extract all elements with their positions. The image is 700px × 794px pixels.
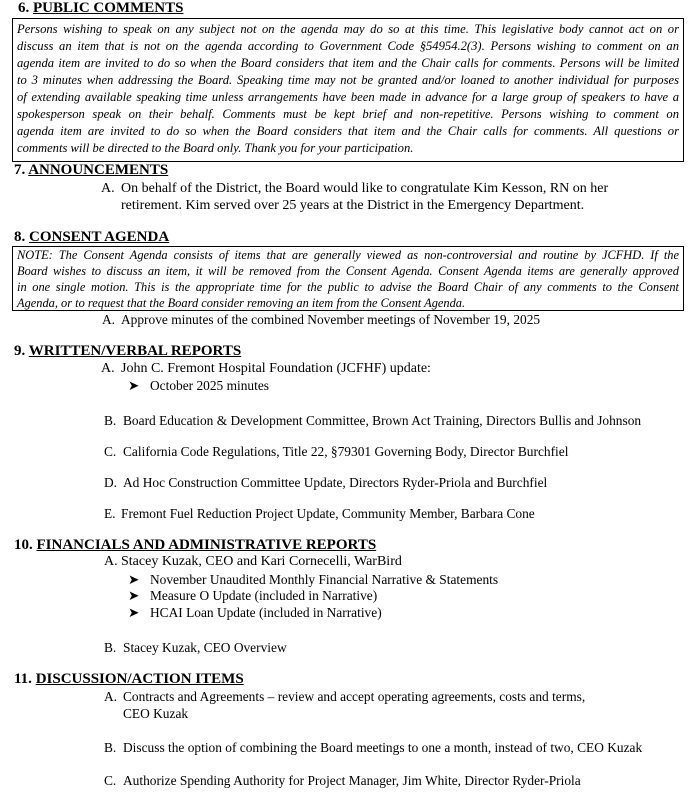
section-title: DISCUSSION/ACTION ITEMS bbox=[35, 671, 244, 687]
financial-item-a-subitem-2 bbox=[128, 588, 377, 604]
section-heading-discussion bbox=[14, 671, 244, 688]
financial-item-a-subitem-3 bbox=[128, 605, 382, 621]
note-line: Board wishes to discuss an item, it will be removed from the Consent Agenda. Consent Agenda items are generally approved bbox=[17, 264, 679, 278]
notice-line: to 3 minutes when addressing the Board. Speaking time may not be granted and/or loaned to another individual for purposes bbox=[17, 73, 679, 87]
financial-item-a: Stacey Kuzak, CEO and Kari Cornecelli, WarBird bbox=[121, 554, 402, 569]
section-title: PUBLIC COMMENTS bbox=[33, 0, 184, 16]
subitem-text: HCAI Loan Update (included in Narrative) bbox=[150, 605, 382, 620]
consent-item-a-letter: A. bbox=[102, 312, 116, 327]
section-title: CONSENT AGENDA bbox=[29, 229, 170, 245]
report-item-c: California Code Regulations, Title 22, §79301 Governing Body, Director Burchfiel bbox=[123, 444, 569, 459]
section-heading-reports bbox=[14, 343, 241, 360]
section-number: 9. bbox=[14, 343, 26, 359]
section-number: 6. bbox=[18, 0, 30, 16]
note-line: NOTE: The Consent Agenda consists of items that are generally viewed as non-controversial and routine by JCFHD. If the bbox=[17, 248, 679, 262]
section-title: WRITTEN/VERBAL REPORTS bbox=[28, 343, 242, 359]
report-item-d-letter: D. bbox=[104, 475, 118, 490]
section-number: 10. bbox=[14, 537, 33, 553]
discussion-item-c: Authorize Spending Authority for Project Manager, Jim White, Director Ryder-Priola bbox=[123, 773, 581, 788]
notice-line: discuss an item that is not on the agenda according to Government Code §54954.2(3). Persons wishing to comment on an bbox=[17, 39, 679, 53]
notice-line: agenda item are invited to do so when the Board considers that item and the Chair calls for comments. Persons will be limited bbox=[17, 56, 679, 70]
report-item-a: John C. Fremont Hospital Foundation (JCFHF) update: bbox=[121, 361, 431, 376]
section-number: 8. bbox=[14, 229, 26, 245]
financial-item-b: Stacey Kuzak, CEO Overview bbox=[123, 640, 287, 655]
report-item-b: Board Education & Development Committee, Brown Act Training, Directors Bullis and Johnson bbox=[123, 413, 642, 428]
notice-line: Persons wishing to speak on any subject not on the agenda may do so at this time. This legislative body cannot act on or bbox=[17, 22, 679, 36]
section-number: 7. bbox=[14, 162, 26, 178]
discussion-item-a-line2: CEO Kuzak bbox=[123, 706, 189, 721]
financial-item-a-subitem-1 bbox=[128, 572, 498, 588]
report-item-c-letter: C. bbox=[104, 444, 117, 459]
arrow-bullet-icon: ➤ bbox=[128, 378, 140, 393]
consent-agenda-note bbox=[12, 246, 684, 311]
announcement-item-a-line1: On behalf of the District, the Board would like to congratulate Kim Kesson, RN on her bbox=[121, 181, 609, 196]
discussion-item-c-letter: C. bbox=[104, 773, 117, 788]
report-item-a-subitem bbox=[128, 378, 269, 394]
notice-line: of extending available speaking time unless arrangements have been made in advance for a large group of speakers to have a bbox=[17, 90, 679, 104]
report-item-e-letter: E. bbox=[104, 506, 116, 521]
section-number: 11. bbox=[14, 671, 32, 687]
subitem-text: October 2025 minutes bbox=[150, 378, 270, 393]
notice-line: spokesperson speak on their behalf. Comments must be kept brief and non-repetitive. Persons wishing to comment on bbox=[17, 107, 679, 121]
section-heading-announcements bbox=[14, 162, 168, 179]
report-item-d: Ad Hoc Construction Committee Update, Directors Ryder-Priola and Burchfiel bbox=[123, 475, 548, 490]
discussion-item-a-letter: A. bbox=[104, 689, 118, 704]
arrow-bullet-icon: ➤ bbox=[128, 605, 140, 620]
report-item-b-letter: B. bbox=[104, 413, 117, 428]
arrow-bullet-icon: ➤ bbox=[128, 588, 140, 603]
financial-item-b-letter: B. bbox=[104, 640, 117, 655]
consent-item-a: Approve minutes of the combined November meetings of November 19, 2025 bbox=[121, 312, 541, 327]
subitem-text: Measure O Update (included in Narrative) bbox=[150, 588, 378, 603]
announcement-item-a-letter: A. bbox=[101, 181, 115, 196]
section-title: ANNOUNCEMENTS bbox=[28, 162, 169, 178]
subitem-text: November Unaudited Monthly Financial Narrative & Statements bbox=[150, 572, 499, 587]
report-item-a-letter: A. bbox=[101, 361, 115, 376]
note-line: Agenda, or to request that the Board consider removing an item from the Consent Agenda. bbox=[17, 296, 466, 310]
note-line: in one single motion. This is the appropriate time for the public to advise the Board Chair of any comments to the Consent bbox=[17, 280, 679, 294]
public-comments-notice bbox=[12, 18, 684, 162]
section-heading-public-comments bbox=[18, 0, 183, 17]
notice-line: comments will be directed to the Board only. Thank you for your participation. bbox=[17, 141, 414, 155]
discussion-item-a-line1: Contracts and Agreements – review and accept operating agreements, costs and terms, bbox=[123, 689, 586, 704]
announcement-item-a-line2: retirement. Kim served over 25 years at the District in the Emergency Department. bbox=[121, 198, 585, 213]
discussion-item-b: Discuss the option of combining the Board meetings to one a month, instead of two, CEO Kuzak bbox=[123, 740, 643, 755]
section-title: FINANCIALS AND ADMINISTRATIVE REPORTS bbox=[36, 537, 377, 553]
section-heading-financials bbox=[14, 537, 376, 554]
notice-line: agenda item are invited to do so when the Board considers that item and the Chair calls for comments. All questions or bbox=[17, 124, 679, 138]
report-item-e: Fremont Fuel Reduction Project Update, Community Member, Barbara Cone bbox=[121, 506, 535, 521]
financial-item-a-letter: A. bbox=[104, 554, 118, 569]
section-heading-consent-agenda bbox=[14, 229, 169, 246]
discussion-item-b-letter: B. bbox=[104, 740, 117, 755]
arrow-bullet-icon: ➤ bbox=[128, 572, 140, 587]
